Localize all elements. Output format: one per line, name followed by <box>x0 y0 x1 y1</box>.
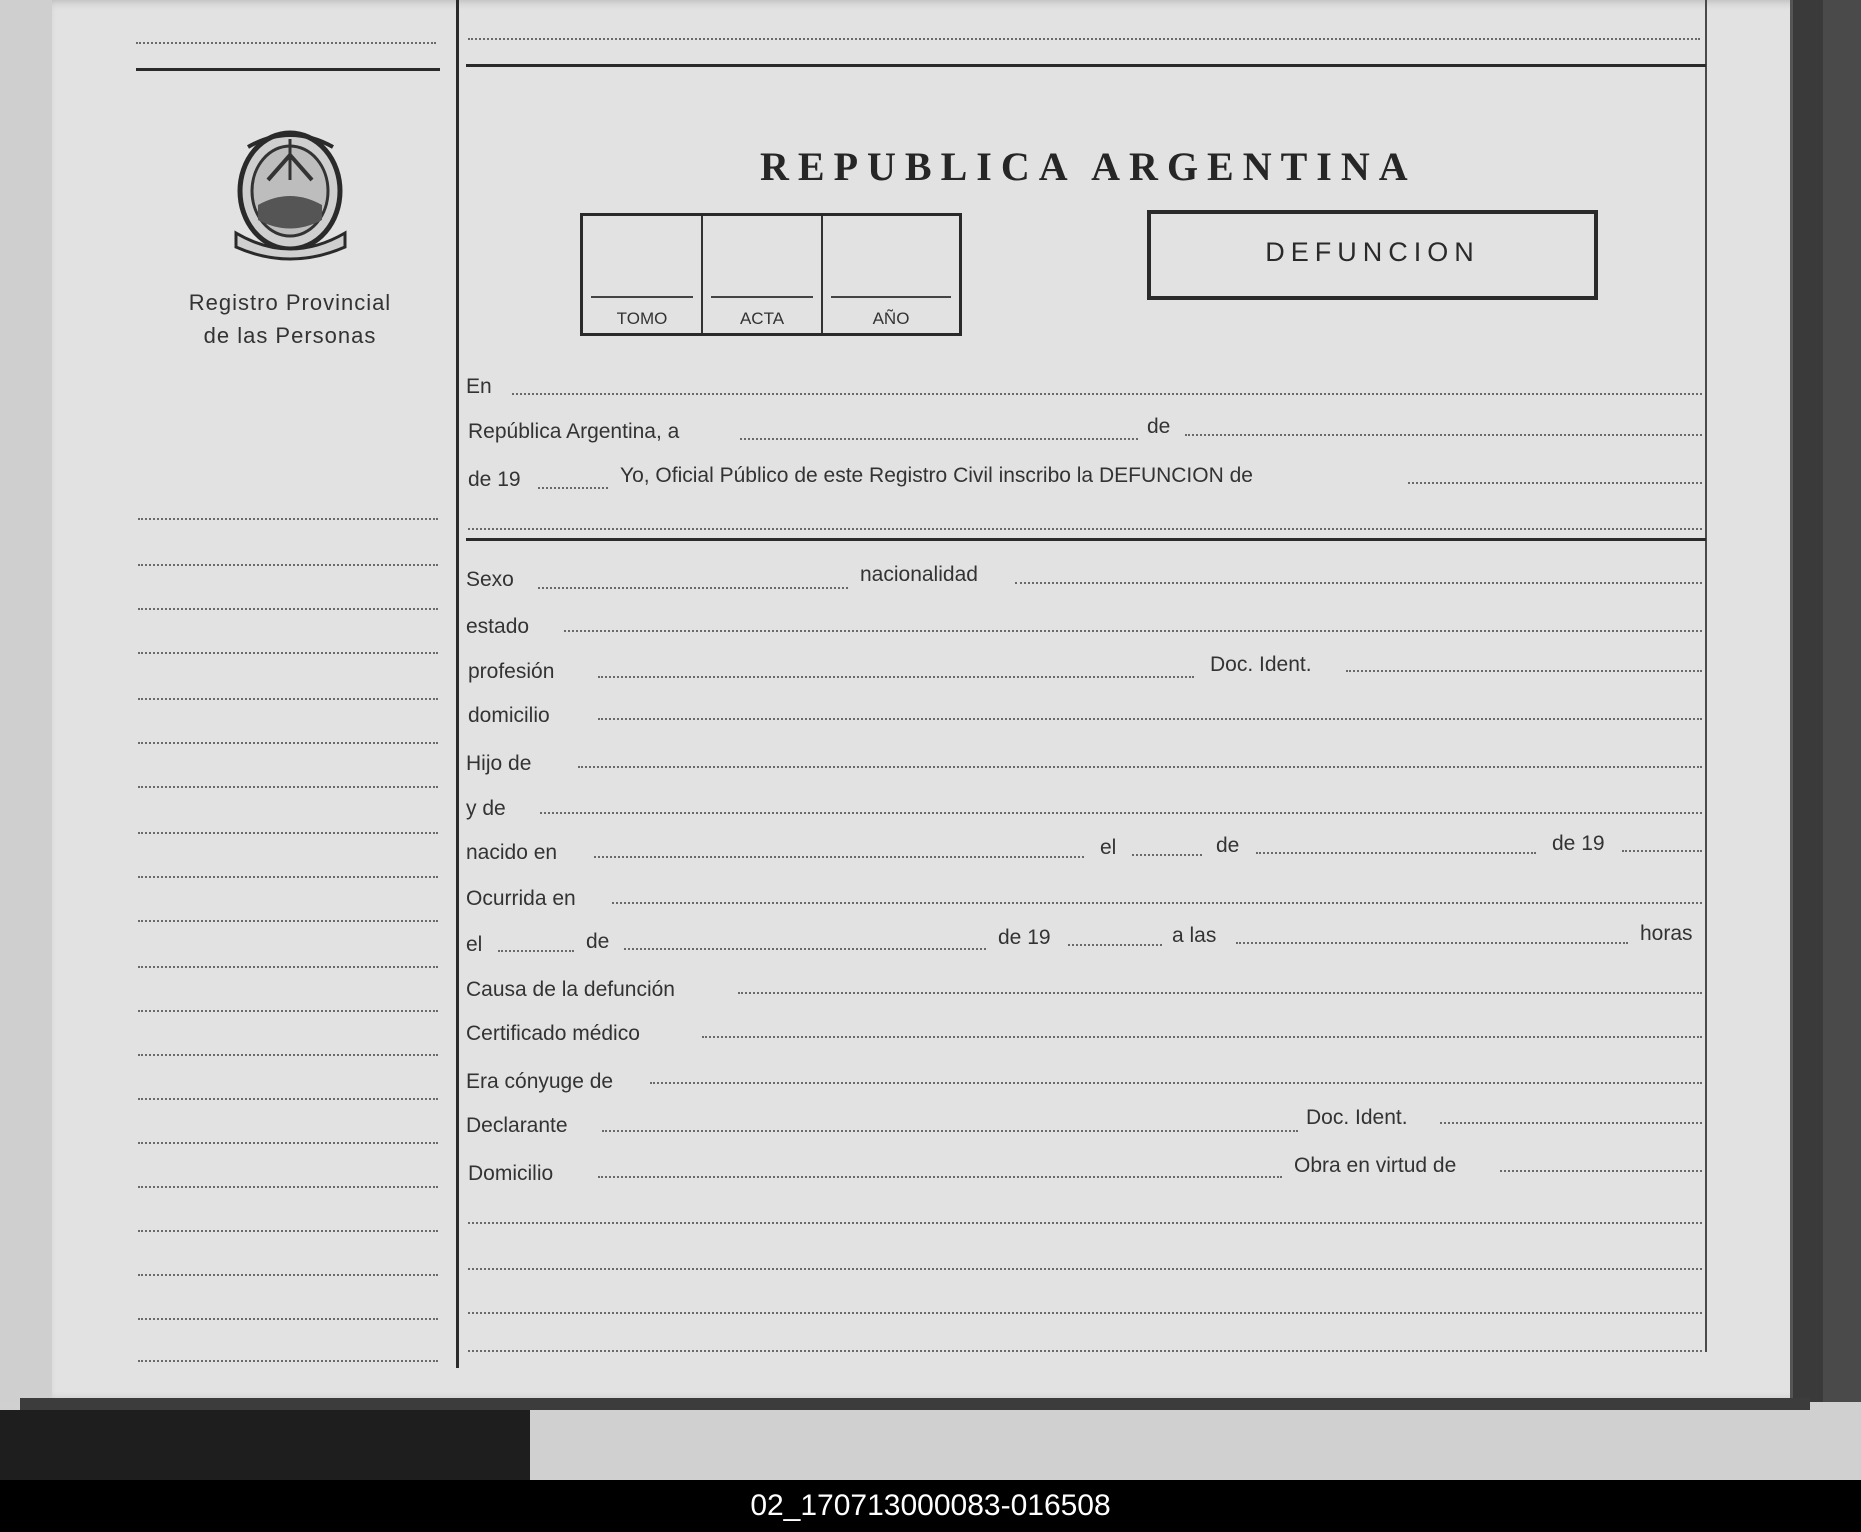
label-inscribo: Yo, Oficial Público de este Registro Civil inscribo la DEFUNCION de <box>620 464 1253 487</box>
page-bottom-edge <box>20 1398 1810 1410</box>
field-death-month[interactable] <box>624 948 986 950</box>
field-extra-line[interactable] <box>468 1268 1702 1270</box>
registry-name-line2: de las Personas <box>203 323 377 348</box>
margin-note-line[interactable] <box>138 1360 438 1362</box>
ano-label: AÑO <box>872 309 910 328</box>
label-obra: Obra en virtud de <box>1294 1154 1457 1177</box>
margin-note-line[interactable] <box>138 1054 438 1056</box>
margin-note-line[interactable] <box>138 1010 438 1012</box>
label-de: de <box>1147 415 1171 438</box>
book-binding-edge <box>1790 0 1823 1420</box>
field-causa[interactable] <box>738 992 1702 994</box>
margin-note-line[interactable] <box>138 920 438 922</box>
label-de: de <box>586 930 610 953</box>
field-nacionalidad[interactable] <box>1015 582 1702 584</box>
margin-note-line[interactable] <box>138 652 438 654</box>
label-el: el <box>466 933 483 956</box>
tomo-label: TOMO <box>616 309 668 328</box>
margin-note-line[interactable] <box>138 518 438 520</box>
column-divider <box>456 0 459 1368</box>
label-de19: de 19 <box>468 468 521 491</box>
field-death-year[interactable] <box>1068 944 1162 946</box>
field-extra-line[interactable] <box>468 1350 1702 1352</box>
field-birth-month[interactable] <box>1256 852 1536 854</box>
scan-id: 02_170713000083-016508 <box>0 1480 1861 1532</box>
margin-note-line[interactable] <box>138 1098 438 1100</box>
label-nacionalidad: nacionalidad <box>860 563 978 586</box>
field-madre[interactable] <box>540 812 1702 814</box>
tomo-cell[interactable] <box>583 216 703 333</box>
margin-note-line[interactable] <box>138 698 438 700</box>
field-en[interactable] <box>512 393 1702 395</box>
field-obra[interactable] <box>1500 1170 1702 1172</box>
field-death-day[interactable] <box>498 950 574 952</box>
field-deceased-name-cont[interactable] <box>468 528 1702 530</box>
label-ocurrida-en: Ocurrida en <box>466 887 576 910</box>
page-title: REPUBLICA ARGENTINA <box>760 144 1417 189</box>
field-birth-year[interactable] <box>1622 850 1702 852</box>
label-en: En <box>466 375 492 398</box>
field-declarante[interactable] <box>602 1130 1298 1132</box>
acta-label: ACTA <box>739 309 785 328</box>
acta-cell[interactable] <box>703 216 823 333</box>
field-year[interactable] <box>538 487 608 489</box>
label-horas: horas <box>1640 922 1693 945</box>
label-republica: República Argentina, a <box>468 420 680 443</box>
label-y-de: y de <box>466 797 506 820</box>
label-de19: de 19 <box>1552 832 1605 855</box>
label-el: el <box>1100 836 1117 859</box>
label-estado: estado <box>466 615 530 638</box>
label-hijo-de: Hijo de <box>466 752 532 775</box>
field-doc-ident[interactable] <box>1346 670 1702 672</box>
field-domicilio-declarante[interactable] <box>598 1176 1282 1178</box>
label-de19: de 19 <box>998 926 1051 949</box>
margin-note-line[interactable] <box>138 608 438 610</box>
label-de: de <box>1216 834 1240 857</box>
field-day[interactable] <box>740 438 1138 440</box>
field-padre[interactable] <box>578 766 1702 768</box>
field-profesion[interactable] <box>598 676 1194 678</box>
field-extra-line[interactable] <box>468 1312 1702 1314</box>
margin-note-line[interactable] <box>138 1274 438 1276</box>
label-declarante: Declarante <box>466 1114 568 1137</box>
margin-note-line[interactable] <box>138 876 438 878</box>
field-month[interactable] <box>1185 434 1702 436</box>
label-profesion: profesión <box>468 660 555 683</box>
margin-note-line[interactable] <box>138 966 438 968</box>
ano-cell[interactable] <box>823 216 959 333</box>
label-domicilio-declarante: Domicilio <box>468 1162 554 1185</box>
margin-note-line[interactable] <box>138 1230 438 1232</box>
dotted-line <box>468 38 1700 40</box>
sidebar-top-rule <box>136 68 440 71</box>
field-estado[interactable] <box>564 630 1702 632</box>
record-type-label: DEFUNCION <box>1265 237 1480 267</box>
provincial-seal-icon <box>228 125 353 265</box>
field-birth-day[interactable] <box>1132 854 1202 856</box>
field-nacido-en[interactable] <box>594 856 1084 858</box>
field-hour[interactable] <box>1236 942 1628 944</box>
field-extra-line[interactable] <box>468 1222 1702 1224</box>
section-rule <box>466 538 1706 541</box>
margin-note-line[interactable] <box>138 564 438 566</box>
margin-note-line[interactable] <box>138 832 438 834</box>
label-nacido-en: nacido en <box>466 841 558 864</box>
field-deceased-name[interactable] <box>1408 482 1702 484</box>
registry-name-line1: Registro Provincial <box>188 290 392 315</box>
record-number-box <box>580 213 962 336</box>
margin-note-line[interactable] <box>138 1186 438 1188</box>
field-certificado[interactable] <box>702 1036 1702 1038</box>
scan-shadow <box>0 1410 530 1480</box>
dotted-line <box>136 42 436 44</box>
margin-note-line[interactable] <box>138 1318 438 1320</box>
margin-note-line[interactable] <box>138 742 438 744</box>
label-declarante-doc: Doc. Ident. <box>1306 1106 1408 1129</box>
main-top-rule <box>466 64 1706 67</box>
field-domicilio[interactable] <box>598 718 1702 720</box>
field-conyuge[interactable] <box>650 1082 1702 1084</box>
field-ocurrida-en[interactable] <box>612 902 1702 904</box>
label-a-las: a las <box>1172 924 1217 947</box>
label-doc-ident: Doc. Ident. <box>1210 653 1312 676</box>
record-type-box <box>1147 210 1598 300</box>
right-margin-rule <box>1705 0 1707 1352</box>
label-causa: Causa de la defunción <box>466 978 675 1001</box>
registry-name <box>160 286 420 352</box>
field-sexo[interactable] <box>538 587 848 589</box>
label-domicilio: domicilio <box>468 704 550 727</box>
label-certificado: Certificado médico <box>466 1022 640 1045</box>
margin-note-line[interactable] <box>138 1142 438 1144</box>
label-sexo: Sexo <box>466 568 514 591</box>
field-declarante-doc[interactable] <box>1440 1122 1702 1124</box>
label-conyuge: Era cónyuge de <box>466 1070 614 1093</box>
margin-note-line[interactable] <box>138 786 438 788</box>
